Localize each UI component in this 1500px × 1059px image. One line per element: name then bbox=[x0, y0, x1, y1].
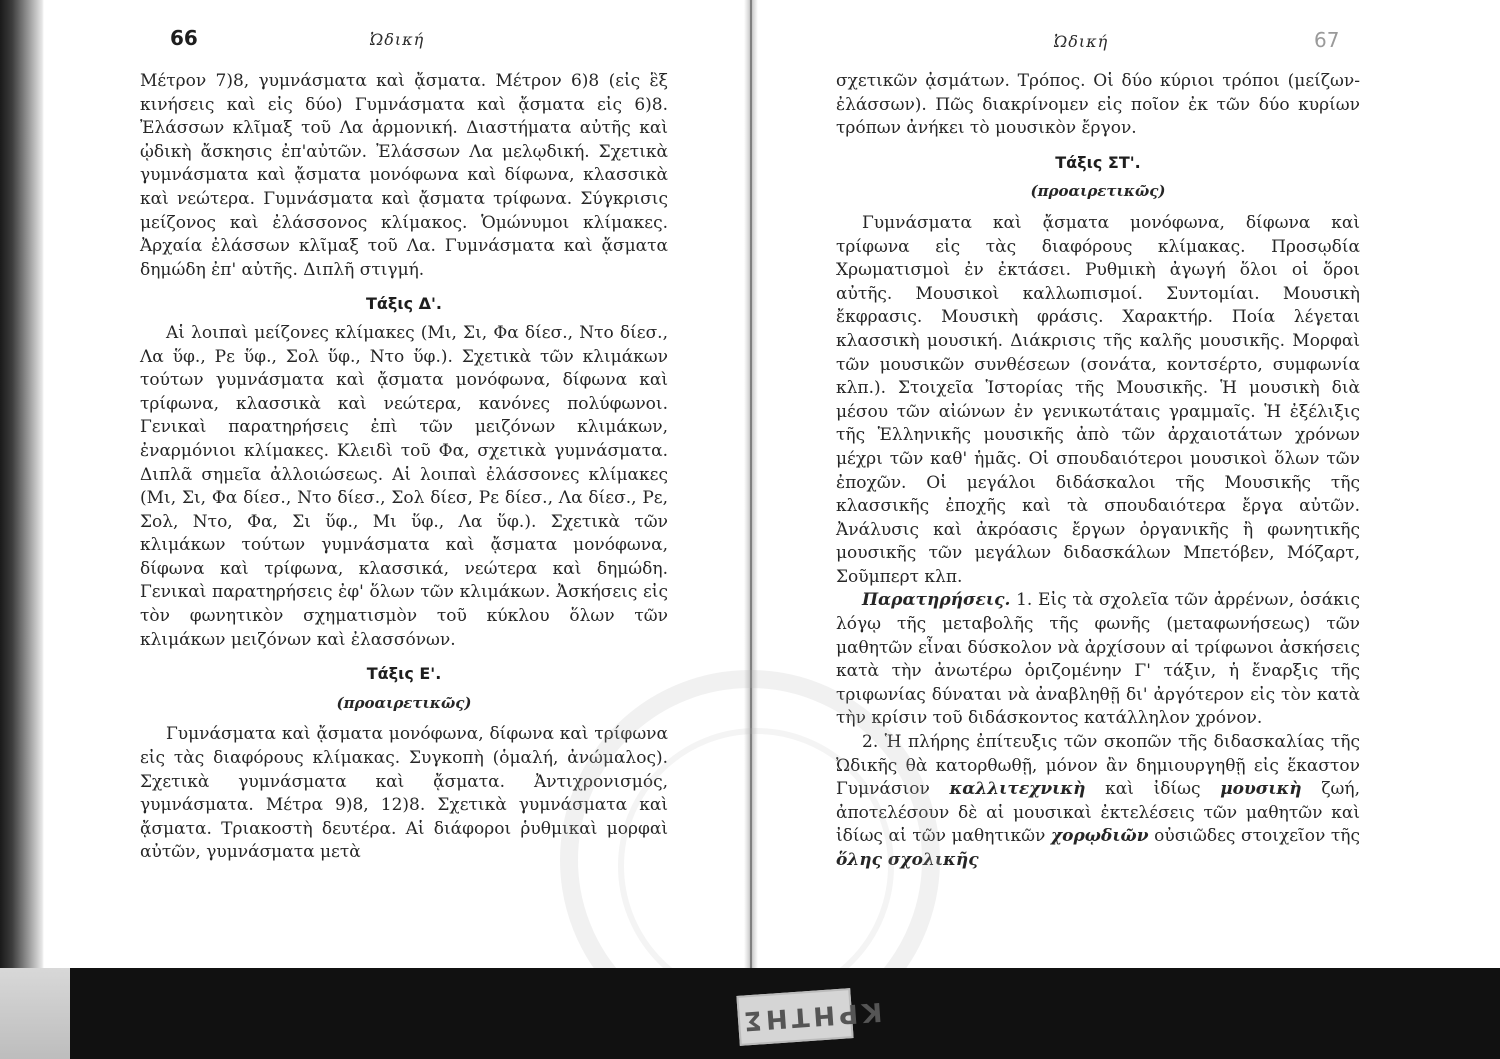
paragraph: Αἱ λοιπαὶ μείζονες κλίμακες (Μι, Σι, Φα δίεσ., Ντο δίεσ., Λα ὕφ., Ρε ὕφ., Σολ ὕφ., Ντο ὕφ.). Σχετικὰ τῶν κλιμάκων τούτων γυμνάσματα καὶ ᾄσματα μονόφωνα, δίφωνα καὶ τρίφωνα, κλασσικὰ καὶ νεώτερα, κανόνες πολύφωνοι. Γενικαὶ παρατηρήσεις ἐπὶ τῶν μειζόνων κλιμάκων, ἐναρμόνιοι κλίμακες. Κλειδὶ τοῦ Φα, σχετικὰ γυμνάσματα. Διπλᾶ σημεῖα ἀλλοιώσεως. Αἱ λοιπαὶ ἐλάσσονες κλίμακες (Μι, Σι, Φα δίεσ., Ντο δίεσ., Σολ δίεσ, Ρε δίεσ., Λα δίεσ., Ρε, Σολ, Ντο, Φα, Σι ὕφ., Μι ὕφ., Λα ὕφ.). Σχετικὰ τῶν κλιμάκων τούτων γυμνάσματα καὶ ᾄσματα μονόφωνα, δίφωνα καὶ τρίφωνα, κλασσικά, νεώτερα καὶ δημώδη. Γενικαὶ παρατηρήσεις ἐφ' ὅλων τῶν κλιμάκων. Ἀσκήσεις εἰς τὸν φωνητικὸν σχηματισμὸν τοῦ κύκλου ὅλων τῶν κλιμάκων μειζόνων καὶ ἐλασσόνων. bbox=[140, 322, 668, 650]
observations-paragraph bbox=[836, 589, 1360, 731]
stamp-text: ΚΡΗΤΗΣ bbox=[739, 995, 884, 1036]
observation-text: καὶ ἰδίως bbox=[1105, 779, 1201, 800]
observation-text: ζωή, ἀποτελέσουν δὲ αἱ μουσικαὶ ἐκτελέσεις τῶν μαθητῶν καὶ ἰδίως αἱ τῶν μαθητικῶν bbox=[836, 779, 1361, 847]
paragraph: Μέτρον 7)8, γυμνάσματα καὶ ᾄσματα. Μέτρον 6)8 (εἰς ἓξ κινήσεις καὶ εἰς δύο) Γυμνάσματα καὶ ᾄσματα εἰς 6)8. Ἐλάσσων κλῖμαξ τοῦ Λα ἁρμονική. Διαστήματα αὐτῆς καὶ ᾠδικὴ ἄσκησις ἐπ'αὐτῶν. Ἐλάσσων Λα μελῳδική. Σχετικὰ γυμνάσματα καὶ ᾄσματα μονόφωνα καὶ δίφωνα, κλασσικὰ καὶ νεώτερα. Γυμνάσματα καὶ ᾄσματα τρίφωνα. Σύγκρισις μείζονος καὶ ἐλάσσονος κλίμακος. Ὁμώνυμοι κλίμακες. Ἀρχαία ἐλάσσων κλῖμαξ τοῦ Λα. Γυμνάσματα καὶ ᾄσματα δημώδη ἐπ' αὐτῆς. Διπλῆ στιγμή. bbox=[140, 71, 668, 280]
emphasis-text: μουσικὴ bbox=[1220, 779, 1302, 800]
right-page bbox=[758, 0, 1500, 968]
running-head: Ὠδική bbox=[370, 30, 425, 49]
running-head: Ὠδική bbox=[1054, 32, 1109, 51]
observation-text: 1. Εἰς τὰ σχολεῖα τῶν ἀρρένων, ὁσάκις λόγῳ τῆς μεταβολῆς τῆς φωνῆς (μεταφωνήσεως) τῶν μαθητῶν εἶναι δύσκολον νὰ ἀρχίσουν αἱ τρίφωνοι ἀσκήσεις κατὰ τὴν ἀνωτέρω ὁριζομένην Γ' τάξιν, ἡ ἔναρξις τῆς τριφωνίας δύναται νὰ ἀναβληθῇ δι' ἀργότερον εἰς τὸν κατὰ τὴν κρίσιν τοῦ διδάσκοντος κατάλληλον χρόνον. bbox=[836, 590, 1360, 729]
page-number: 66 bbox=[170, 26, 198, 50]
paragraph: Γυμνάσματα καὶ ᾄσματα μονόφωνα, δίφωνα καὶ τρίφωνα εἰς τὰς διαφόρους κλίμακας. Συγκοπὴ (ὁμαλή, ἀνώμαλος). Σχετικὰ γυμνάσματα καὶ ᾄσματα. Ἀντιχρονισμός, γυμνάσματα. Μέτρα 9)8, 12)8. Σχετικὰ γυμνάσματα καὶ ᾄσματα. Τριακοστὴ δευτέρα. Αἱ διάφοροι ῥυθμικαὶ μορφαὶ αὐτῶν, γυμνάσματα μετὰ bbox=[140, 724, 668, 863]
left-page bbox=[44, 0, 744, 968]
page-number: 67 bbox=[1314, 28, 1340, 52]
scan-bottom-gray bbox=[0, 968, 70, 1059]
paragraph: Γυμνάσματα καὶ ᾄσματα μονόφωνα, δίφωνα καὶ τρίφωνα εἰς τὰς διαφόρους κλίμακας. Προσῳδία Χρωματισμοὶ ἐν ἐκτάσει. Ρυθμικὴ ἀγωγή ὅλοι οἱ ὅροι αὐτῆς. Μουσικοὶ καλλωπισμοί. Συντομίαι. Μουσικὴ ἔκφρασις. Μουσικὴ φράσις. Χαρακτήρ. Ποία λέγεται κλασσικὴ μουσική. Διάκρισις τῆς καλῆς μουσικῆς. Μορφαὶ τῶν μουσικῶν συνθέσεων (σονάτα, κοντσέρτο, συμφωνία κλπ.). Στοιχεῖα Ἱστορίας τῆς Μουσικῆς. Ἡ μουσικὴ διὰ μέσου τῶν αἰώνων ἐν γενικωτάταις γραμμαῖς. Ἡ ἐξέλιξις τῆς Ἑλληνικῆς μουσικῆς ἀπὸ τῶν ἀρχαιοτάτων χρόνων μέχρι τῶν καθ' ἡμᾶς. Οἱ σπουδαιότεροι μουσικοὶ ὅλων τῶν ἐποχῶν. Οἱ μεγάλοι διδάσκαλοι τῆς Μουσικῆς τῆς κλασσικῆς ἐποχῆς καὶ τὰ σπουδαιότερα ἔργα αὐτῶν. Ἀνάλυσις καὶ ἀκρόασις ἔργων ὀργανικῆς ἢ φωνητικῆς μουσικῆς τῶν μεγάλων διδασκάλων Μπετόβεν, Μόζαρτ, Σοῦμπερτ κλπ. bbox=[836, 212, 1360, 587]
section-subheading: (προαιρετικῶς) bbox=[336, 693, 472, 712]
left-body bbox=[140, 70, 668, 865]
paragraph: σχετικῶν ᾀσμάτων. Τρόπος. Οἱ δύο κύριοι τρόποι (μείζων-ἐλάσσων). Πῶς διακρίνομεν εἰς ποῖον ἐκ τῶν δύο κυρίων τρόπων ἀνήκει τὸ μουσικὸν ἔργον. bbox=[836, 71, 1360, 139]
section-heading: Τάξις ΣΤ'. bbox=[1055, 152, 1141, 172]
book-gutter bbox=[744, 0, 758, 1000]
section-heading: Τάξις Δ'. bbox=[365, 294, 442, 314]
observation-text: οὐσιῶδες στοιχεῖον τῆς bbox=[1154, 826, 1361, 847]
section-subheading: (προαιρετικῶς) bbox=[1030, 182, 1166, 201]
observations-paragraph bbox=[836, 731, 1360, 873]
emphasis-text: καλλιτεχνικὴ bbox=[949, 779, 1086, 800]
observation-text: 2. Ἡ πλήρης ἐπίτευξις τῶν σκοπῶν τῆς διδασκαλίας τῆς Ὠδικῆς θὰ κατορθωθῇ, μόνον ἂν δημιουργηθῇ εἰς ἕκαστον Γυμνάσιον bbox=[836, 732, 1360, 800]
library-stamp bbox=[736, 988, 884, 1046]
emphasis-text: χορῳδιῶν bbox=[1050, 826, 1149, 847]
scan-left-edge bbox=[0, 0, 44, 1059]
right-body bbox=[836, 70, 1360, 873]
section-heading: Τάξις Ε'. bbox=[366, 664, 442, 684]
observations-label: Παρατηρήσεις. bbox=[862, 590, 1011, 611]
emphasis-text: ὅλης σχολικῆς bbox=[836, 850, 979, 870]
